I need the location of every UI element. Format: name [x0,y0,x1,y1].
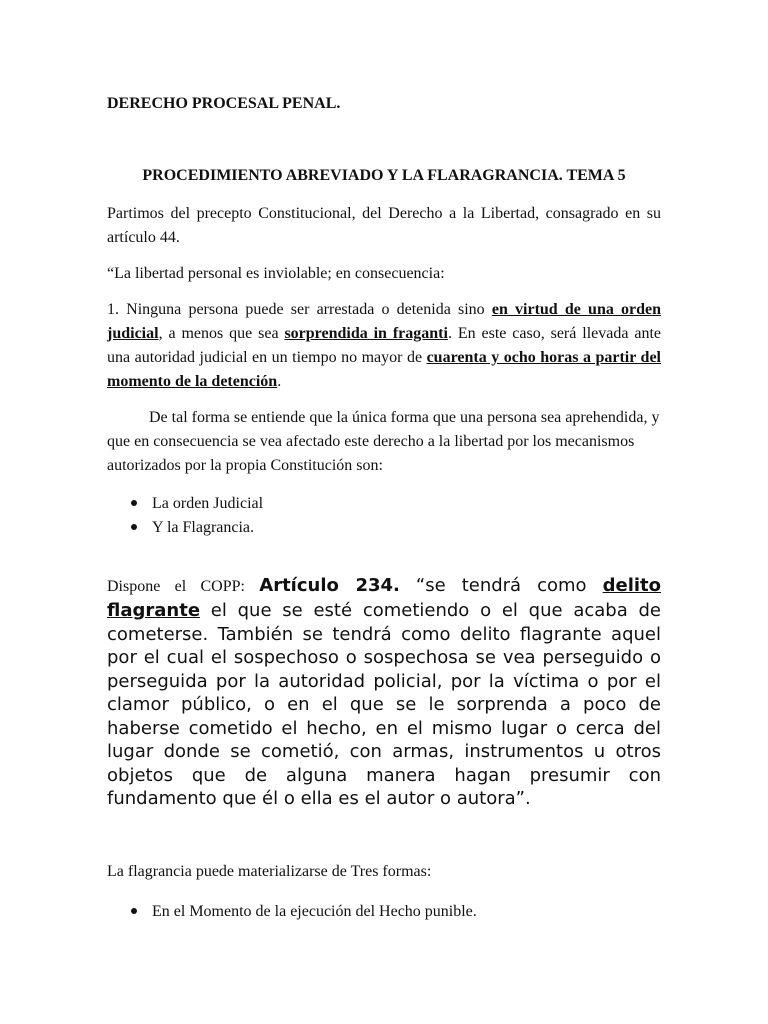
text-run: el que se esté cometiendo o el que acaba de cometerse. También se tendrá como delito flagrante aquel por el cual el sospechoso o sospechosa se vea perseguido o perseguida por la autoridad policial, por la víctima o por el clamor público, o en el que se le sorprenda a poco de haberse cometido el hecho, en el mismo lugar o cerca del lugar donde se cometió, con armas, instrumentos u otros objetos que de alguna manera hagan presumir con fundamento que él o ella es el autor o autora”. [107,600,661,809]
emphasis-orden-judicial: en virtud de una orden judicial [107,301,662,342]
bullet-icon [131,908,137,914]
text-run: . [277,373,282,390]
list-item [107,516,661,540]
article-reference: Artículo 234. [259,575,400,596]
paragraph-three-forms: La flagrancia puede materializarse de Tres formas: [107,863,432,880]
emphasis-in-fraganti: sorprendida in fraganti [284,325,448,342]
paragraph-quote-intro: “La libertad personal es inviolable; en consecuencia: [107,265,445,282]
emphasis-cuarenta-y-ocho-horas: cuarenta y ocho horas a partir del momento de la detención [107,349,661,390]
paragraph-copp-article-234 [107,574,661,811]
text-run: Dispone el COPP: [107,578,260,595]
list-item-label: La orden Judicial [152,495,264,512]
text-run: “se tendrá como [399,575,603,596]
paragraph-article-44 [107,298,661,394]
list-item [107,492,661,516]
bullet-list-mechanisms [107,492,661,540]
text-run: , a menos que sea [158,325,285,342]
document-title: DERECHO PROCESAL PENAL. [107,95,341,112]
bullet-list-forms [107,900,661,924]
bullet-icon [131,524,137,530]
bullet-icon [131,500,137,506]
text-run: 1. Ninguna persona puede ser arrestada o detenida sino [107,301,492,318]
list-item-label: Y la Flagrancia. [152,519,255,536]
list-item [107,900,661,924]
emphasis-delito-flagrante: delito flagrante [107,575,662,621]
paragraph-mechanisms: De tal forma se entiende que la única forma que una persona sea aprehendida, y que en consecuencia se vea afectado este derecho a la libertad por los mecanismos autorizados por la propia Constitución son: [107,409,660,474]
document-subtitle: PROCEDIMIENTO ABREVIADO Y LA FLARAGRANCIA. TEMA 5 [142,167,626,184]
list-item-label: En el Momento de la ejecución del Hecho punible. [152,903,477,920]
text-run: . En este caso, será llevada ante una autoridad judicial en un tiempo no mayor de [107,325,661,366]
paragraph-constitution: Partimos del precepto Constitucional, del Derecho a la Libertad, consagrado en su artículo 44. [107,205,661,246]
